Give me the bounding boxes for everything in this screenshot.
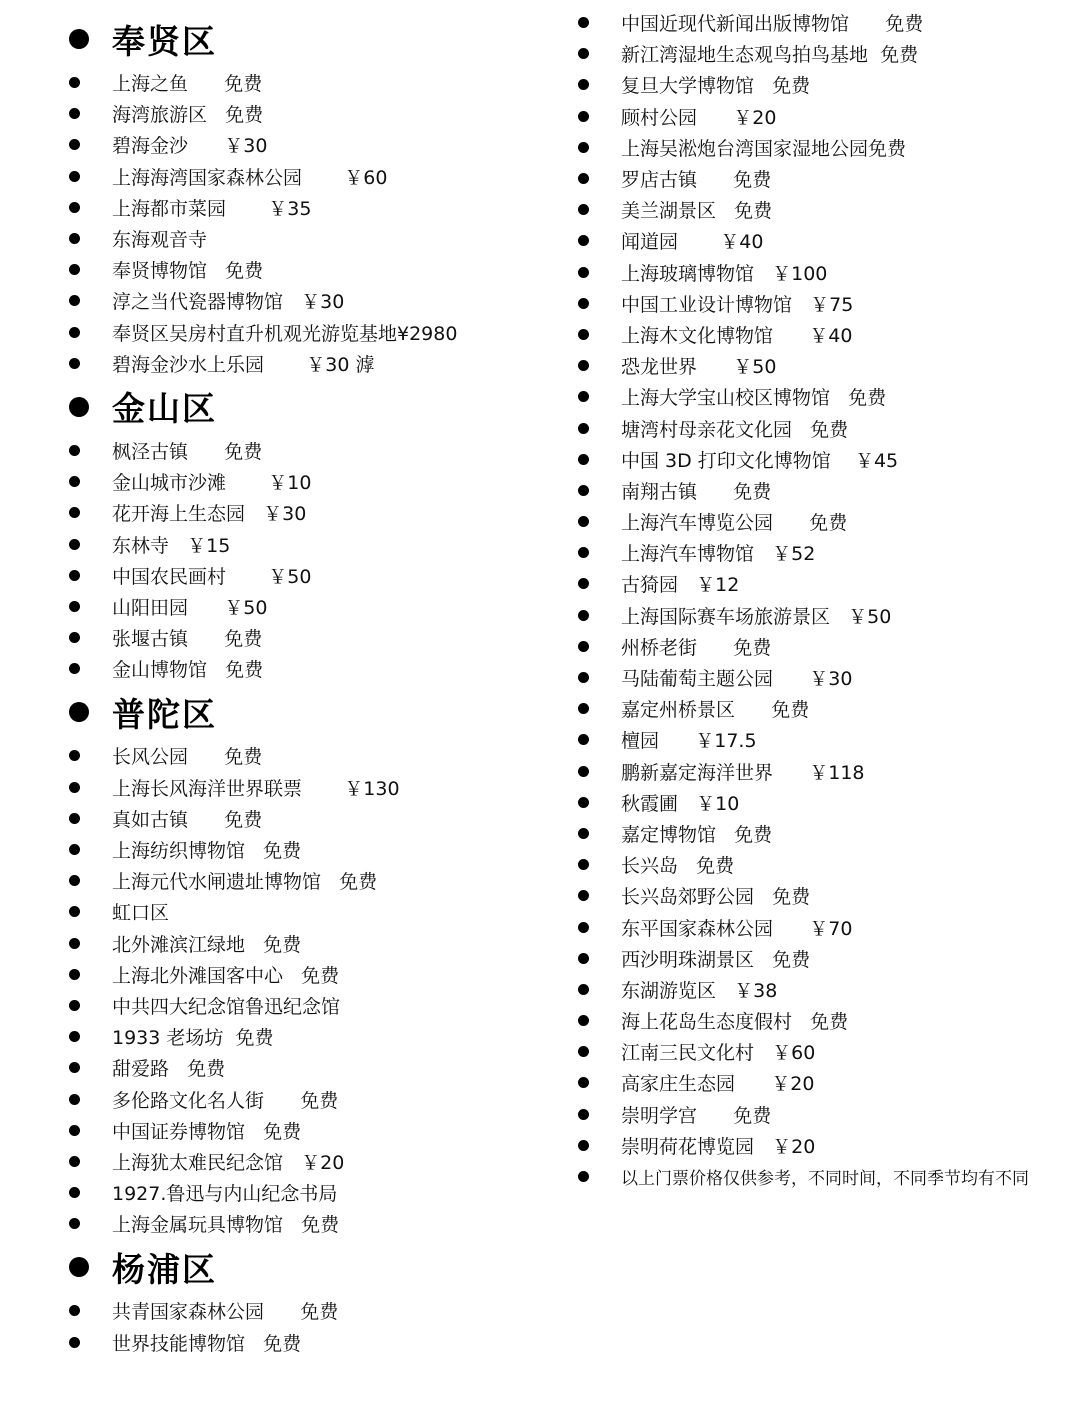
attraction-text: 枫泾古镇 免费 (112, 440, 263, 463)
right-column (575, 0, 1070, 1192)
bullet-icon (69, 1125, 80, 1136)
bullet-icon (69, 358, 80, 369)
list-item (66, 1083, 566, 1114)
list-item (66, 896, 566, 927)
bullet-icon (69, 1305, 80, 1316)
attraction-text: 西沙明珠湖景区 免费 (621, 948, 811, 971)
bullet-icon (578, 391, 589, 402)
list-item (575, 724, 1070, 755)
bullet-icon (69, 539, 80, 550)
attraction-list (66, 435, 566, 685)
bullet-icon (578, 329, 589, 340)
attraction-text: 南翔古镇 免费 (621, 480, 772, 503)
bullet-icon (69, 782, 80, 793)
bullet-icon (578, 984, 589, 995)
bullet-icon (69, 938, 80, 949)
list-item (575, 7, 1070, 38)
attraction-text: 张堰古镇 免费 (112, 628, 263, 651)
attraction-text: 新江湾湿地生态观鸟拍鸟基地 免费 (621, 44, 919, 67)
bullet-icon (578, 1015, 589, 1026)
list-item (66, 1327, 566, 1358)
district-heading (66, 1239, 566, 1295)
attraction-text: 嘉定博物馆 免费 (621, 823, 773, 846)
bullet-icon (578, 142, 589, 153)
list-item (66, 497, 566, 528)
bullet-icon (69, 1000, 80, 1011)
attraction-text: 甜爱路 免费 (112, 1058, 226, 1081)
bullet-icon (69, 139, 80, 150)
list-item (575, 412, 1070, 443)
bullet-icon (578, 423, 589, 434)
bullet-icon (578, 922, 589, 933)
bullet-icon (578, 641, 589, 652)
bullet-icon (578, 890, 589, 901)
attraction-text: 高家庄生态园 ￥20 (621, 1073, 815, 1096)
district-section (66, 684, 566, 1239)
attraction-text: 罗店古镇 免费 (621, 169, 772, 192)
bullet-icon (578, 235, 589, 246)
bullet-icon (69, 77, 80, 88)
district-section (66, 379, 566, 685)
list-item (575, 257, 1070, 288)
price-note-text: 以上门票价格仅供参考，不同时间，不同季节均有不同 (621, 1169, 1029, 1190)
district-section (66, 11, 566, 379)
bullet-icon (69, 171, 80, 182)
list-item (66, 192, 566, 223)
attraction-text: 花开海上生态园 ￥30 (112, 503, 307, 526)
bullet-icon (578, 79, 589, 90)
attraction-list (66, 740, 566, 1239)
bullet-icon (578, 516, 589, 527)
bullet-icon (578, 766, 589, 777)
attraction-text: 塘湾村母亲花文化园 免费 (621, 418, 849, 441)
list-item (66, 98, 566, 129)
attraction-text: 山阳田园 ￥50 (112, 596, 268, 619)
list-item (66, 834, 566, 865)
attraction-text: 长兴岛 免费 (621, 855, 735, 878)
attraction-text: 世界技能博物馆 免费 (112, 1332, 302, 1355)
attraction-text: 秋霞圃 ￥10 (621, 792, 740, 815)
attraction-text: 碧海金沙水上乐园 ￥30 滹 (112, 353, 375, 376)
list-item (575, 818, 1070, 849)
attraction-text: 鹏新嘉定海洋世界 ￥118 (621, 761, 865, 784)
list-item (575, 1067, 1070, 1098)
attraction-text: 中国农民画村 ￥50 (112, 565, 312, 588)
list-item (66, 348, 566, 379)
list-item (66, 803, 566, 834)
attraction-text: 真如古镇 免费 (112, 808, 263, 831)
bullet-icon (578, 111, 589, 122)
bullet-icon (69, 969, 80, 980)
attraction-text: 上海长风海洋世界联票 ￥130 (112, 777, 400, 800)
bullet-icon (69, 906, 80, 917)
bullet-icon (578, 360, 589, 371)
bullet-icon (69, 476, 80, 487)
bullet-icon (69, 632, 80, 643)
list-item (66, 740, 566, 771)
bullet-icon (578, 953, 589, 964)
list-item (575, 1036, 1070, 1067)
district-section (575, 7, 1070, 101)
list-item (66, 254, 566, 285)
list-item (66, 317, 566, 348)
attraction-text: 上海海湾国家森林公园 ￥60 (112, 166, 388, 189)
list-item (575, 974, 1070, 1005)
list-item (575, 38, 1070, 69)
attraction-list (66, 1295, 566, 1357)
attraction-text: 上海国际赛车场旅游景区 ￥50 (621, 605, 892, 628)
bullet-icon (578, 267, 589, 278)
district-heading (66, 684, 566, 740)
price-note (575, 1161, 1070, 1192)
attraction-list (575, 7, 1070, 101)
attraction-text: 上海汽车博览公园 免费 (621, 512, 848, 535)
attraction-text: 金山博物馆 免费 (112, 659, 264, 682)
list-item (575, 537, 1070, 568)
bullet-icon (69, 233, 80, 244)
attraction-text: 海湾旅游区 免费 (112, 104, 264, 127)
attraction-text: 美兰湖景区 免费 (621, 200, 773, 223)
attraction-text: 檀园 ￥17.5 (621, 730, 757, 753)
list-item (575, 225, 1070, 256)
bullet-icon (69, 663, 80, 674)
bullet-icon (69, 295, 80, 306)
list-item (575, 880, 1070, 911)
bullet-icon (69, 844, 80, 855)
bullet-icon (69, 875, 80, 886)
attraction-text: 碧海金沙 ￥30 (112, 135, 268, 158)
bullet-icon (69, 1156, 80, 1167)
attraction-text: 闻道园 ￥40 (621, 231, 764, 254)
list-item (575, 631, 1070, 662)
list-item (66, 161, 566, 192)
list-item (66, 772, 566, 803)
bullet-icon (578, 797, 589, 808)
attraction-text: 上海纺织博物馆 免费 (112, 840, 302, 863)
attraction-text: 东海观音寺 (112, 229, 208, 252)
bullet-icon (578, 547, 589, 558)
bullet-icon (578, 1171, 589, 1182)
attraction-text: 上海木文化博物馆 ￥40 (621, 324, 853, 347)
list-item (575, 69, 1070, 100)
bullet-icon (578, 485, 589, 496)
attraction-text: 多伦路文化名人街 免费 (112, 1089, 339, 1112)
bullet-icon (578, 17, 589, 28)
attraction-text: 上海玻璃博物馆 ￥100 (621, 262, 828, 285)
attraction-text: 上海都市菜园 ￥35 (112, 197, 312, 220)
district-section (66, 1239, 566, 1357)
list-item (575, 350, 1070, 381)
attraction-text: 共青国家森林公园 免费 (112, 1301, 339, 1324)
attraction-text: 东湖游览区 ￥38 (621, 979, 778, 1002)
list-item (575, 319, 1070, 350)
district-title: 普陀区 (112, 694, 217, 734)
attraction-text: 长兴岛郊野公园 免费 (621, 886, 811, 909)
attraction-text: 金山城市沙滩 ￥10 (112, 472, 312, 495)
attraction-text: 上海犹太难民纪念馆 ￥20 (112, 1151, 345, 1174)
list-item (66, 67, 566, 98)
left-column (66, 0, 566, 1358)
bullet-icon (69, 264, 80, 275)
bullet-icon (69, 813, 80, 824)
attraction-text: 上海汽车博物馆 ￥52 (621, 543, 816, 566)
attraction-text: 东林寺 ￥15 (112, 534, 231, 557)
district-title: 金山区 (112, 389, 217, 429)
list-item (575, 101, 1070, 132)
list-item (66, 1052, 566, 1083)
bullet-icon (578, 454, 589, 465)
attraction-text: 州桥老街 免费 (621, 636, 772, 659)
bullet-icon (69, 1031, 80, 1042)
list-item (66, 285, 566, 316)
bullet-icon (69, 1257, 89, 1277)
list-item (66, 653, 566, 684)
attraction-text: 复旦大学博物馆 免费 (621, 75, 811, 98)
attraction-text: 中共四大纪念馆鲁迅纪念馆 (112, 995, 341, 1018)
attraction-text: 崇明学宫 免费 (621, 1104, 772, 1127)
attraction-text: 东平国家森林公园 ￥70 (621, 917, 853, 940)
bullet-icon (578, 1077, 589, 1088)
attraction-text: 中国工业设计博物馆 ￥75 (621, 293, 854, 316)
list-item (575, 756, 1070, 787)
list-item (66, 1146, 566, 1177)
attraction-text: 奉贤区吴房村直升机观光游览基地¥2980 (112, 322, 458, 345)
list-item (575, 568, 1070, 599)
list-item (575, 475, 1070, 506)
attraction-text: 长风公园 免费 (112, 746, 263, 769)
bullet-icon (69, 1062, 80, 1073)
bullet-icon (69, 202, 80, 213)
attraction-text: 古猗园 ￥12 (621, 574, 740, 597)
bullet-icon (69, 445, 80, 456)
list-item (66, 129, 566, 160)
attraction-list (575, 849, 1070, 1192)
attraction-list (575, 101, 1070, 475)
list-item (66, 1208, 566, 1239)
list-item (575, 288, 1070, 319)
list-item (575, 163, 1070, 194)
bullet-icon (578, 48, 589, 59)
bullet-icon (69, 1094, 80, 1105)
bullet-icon (578, 828, 589, 839)
bullet-icon (69, 702, 89, 722)
attraction-list (66, 67, 566, 379)
list-item (575, 1099, 1070, 1130)
bullet-icon (69, 29, 89, 49)
bullet-icon (578, 672, 589, 683)
list-item (575, 506, 1070, 537)
list-item (66, 528, 566, 559)
bullet-icon (578, 1140, 589, 1151)
list-item (66, 622, 566, 653)
attraction-text: 上海之鱼 免费 (112, 73, 263, 96)
bullet-icon (578, 1109, 589, 1120)
list-item (66, 865, 566, 896)
attraction-text: 嘉定州桥景区 免费 (621, 699, 810, 722)
list-item (575, 444, 1070, 475)
attraction-text: 上海吴淞炮台湾国家湿地公园免费 (621, 137, 907, 160)
bullet-icon (69, 1337, 80, 1348)
bullet-icon (69, 750, 80, 761)
attraction-list (575, 475, 1070, 849)
bullet-icon (578, 298, 589, 309)
attraction-text: 马陆葡萄主题公园 ￥30 (621, 668, 853, 691)
district-section (575, 475, 1070, 849)
district-title: 奉贤区 (112, 21, 217, 61)
attraction-text: 奉贤博物馆 免费 (112, 260, 264, 283)
list-item (575, 600, 1070, 631)
attraction-text: 中国证券博物馆 免费 (112, 1120, 302, 1143)
attraction-text: 海上花岛生态度假村 免费 (621, 1011, 849, 1034)
list-item (575, 693, 1070, 724)
attraction-text: 中国近现代新闻出版博物馆 免费 (621, 13, 924, 36)
attraction-text: 顾村公园 ￥20 (621, 106, 777, 129)
bullet-icon (69, 397, 89, 417)
bullet-icon (69, 108, 80, 119)
bullet-icon (578, 703, 589, 714)
attraction-text: 1933 老场坊 免费 (112, 1027, 274, 1050)
bullet-icon (69, 1218, 80, 1229)
attraction-text: 崇明荷花博览园 ￥20 (621, 1135, 816, 1158)
bullet-icon (578, 859, 589, 870)
district-heading (66, 11, 566, 67)
list-item (66, 990, 566, 1021)
list-item (66, 591, 566, 622)
list-item (66, 928, 566, 959)
list-item (575, 1130, 1070, 1161)
list-item (575, 943, 1070, 974)
bullet-icon (69, 507, 80, 518)
list-item (66, 466, 566, 497)
list-item (575, 787, 1070, 818)
list-item (575, 849, 1070, 880)
attraction-text: 1927.鲁迅与内山纪念书局 (112, 1183, 338, 1206)
attraction-text: 江南三民文化村 ￥60 (621, 1042, 816, 1065)
bullet-icon (69, 1187, 80, 1198)
district-heading (66, 379, 566, 435)
attraction-text: 上海金属玩具博物馆 免费 (112, 1214, 340, 1237)
list-item (575, 911, 1070, 942)
list-item (66, 560, 566, 591)
list-item (575, 1005, 1070, 1036)
bullet-icon (578, 173, 589, 184)
bullet-icon (578, 204, 589, 215)
district-title: 杨浦区 (112, 1249, 217, 1289)
attraction-text: 虹口区 (112, 902, 170, 925)
attraction-text: 上海北外滩国客中心 免费 (112, 964, 340, 987)
attraction-text: 恐龙世界 ￥50 (621, 356, 777, 379)
bullet-icon (578, 610, 589, 621)
list-item (575, 381, 1070, 412)
bullet-icon (69, 570, 80, 581)
list-item (66, 1295, 566, 1326)
district-section (575, 849, 1070, 1192)
list-item (66, 1021, 566, 1052)
list-item (66, 959, 566, 990)
bullet-icon (578, 734, 589, 745)
bullet-icon (578, 578, 589, 589)
list-item (66, 435, 566, 466)
bullet-icon (69, 327, 80, 338)
list-item (575, 132, 1070, 163)
list-item (66, 1115, 566, 1146)
list-item (575, 194, 1070, 225)
bullet-icon (578, 1046, 589, 1057)
district-section (575, 101, 1070, 475)
bullet-icon (69, 601, 80, 612)
attraction-text: 中国 3D 打印文化博物馆 ￥45 (621, 449, 899, 472)
list-item (66, 1177, 566, 1208)
attraction-text: 淳之当代瓷器博物馆 ￥30 (112, 291, 345, 314)
attraction-text: 北外滩滨江绿地 免费 (112, 933, 302, 956)
attraction-text: 上海元代水闸遗址博物馆 免费 (112, 871, 378, 894)
attraction-text: 上海大学宝山校区博物馆 免费 (621, 387, 887, 410)
list-item (575, 662, 1070, 693)
list-item (66, 223, 566, 254)
